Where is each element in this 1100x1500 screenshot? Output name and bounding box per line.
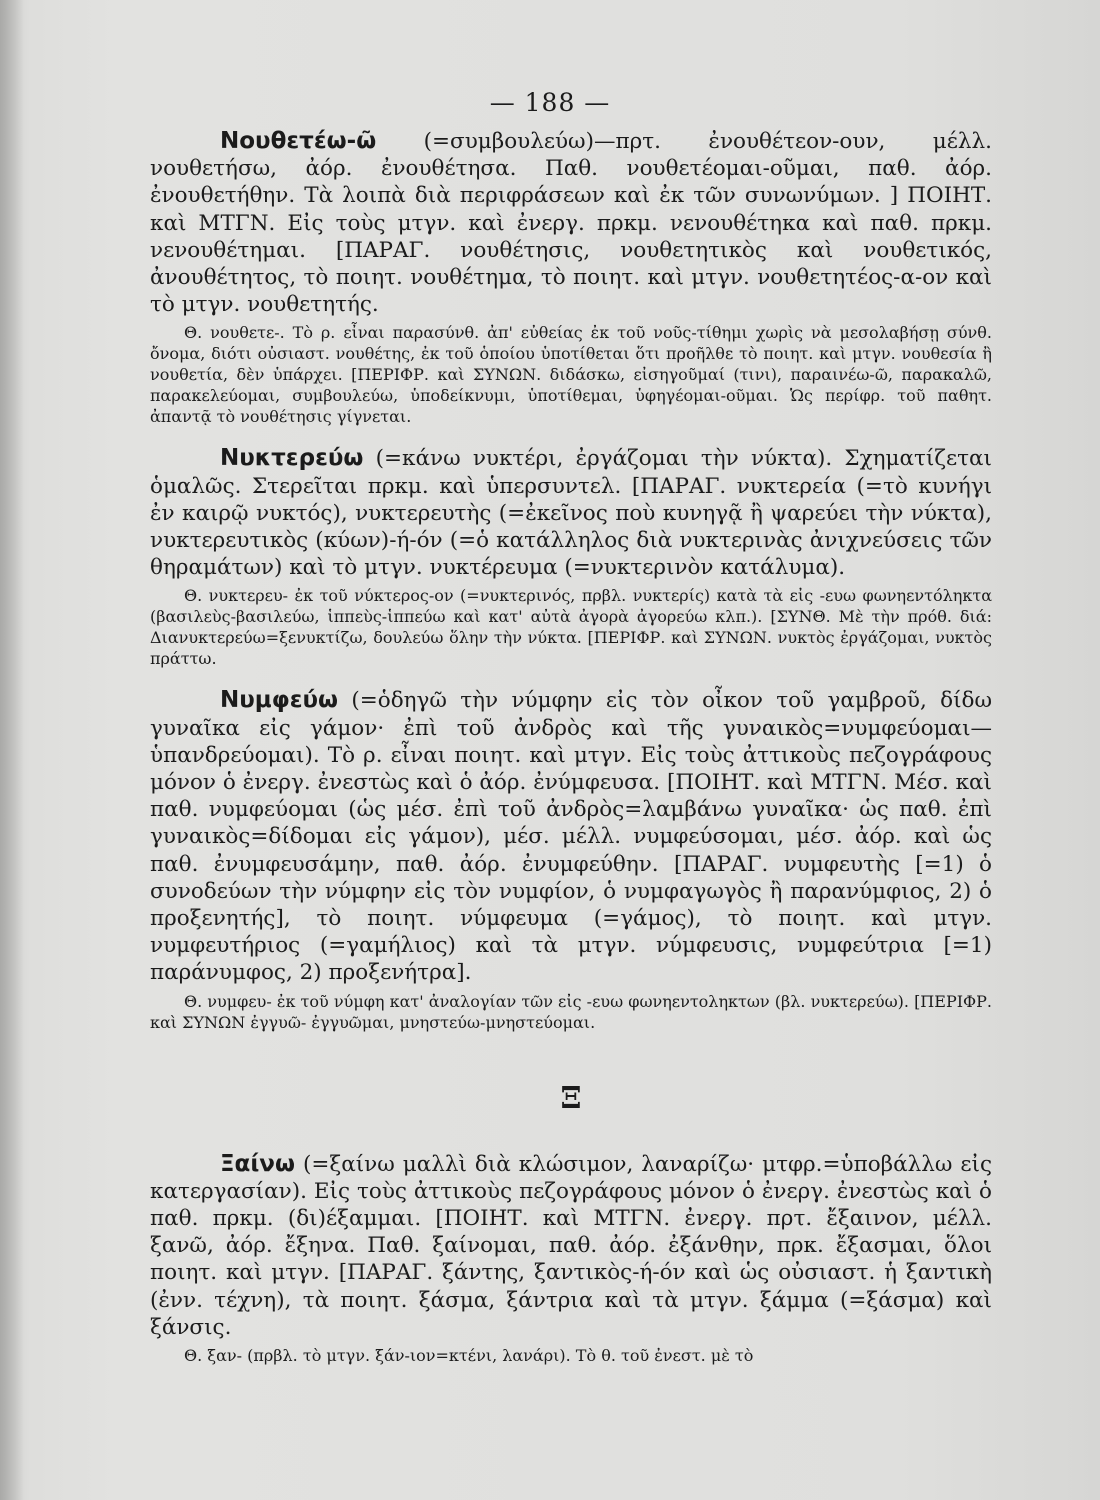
entry-body: (=ὁδηγῶ τὴν νύμφην εἰς τὸν οἶκον τοῦ γαμβροῦ, δίδω γυναῖκα εἰς γάμον· ἐπὶ τοῦ ἀνδρὸς καὶ τῆς γυναικὸς=νυμφεύομαι—ὑπανδρεύομαι). Τὸ ρ. εἶναι ποιητ. καὶ μτγν. Εἰς τοὺς ἀττικοὺς πεζογράφους μόνον ὁ ἐνεργ. ἐνεστὼς καὶ ὁ ἀόρ. ἐνύμφευσα. [ΠΟΙΗΤ. καὶ ΜΤΓΝ. Μέσ. καὶ παθ. νυμφεύομαι (ὡς μέσ. ἐπὶ τοῦ ἀνδρὸς=λαμβάνω γυναῖκα· ὡς παθ. ἐπὶ γυναικὸς=δίδομαι εἰς γάμον), μέσ. μέλλ. νυμφεύσομαι, μέσ. ἀόρ. καὶ ὡς παθ. ἐνυμφευσάμην, παθ. ἀόρ. ἐνυμφεύθην. [ΠΑΡΑΓ. νυμφευτὴς [=1) ὁ συνοδεύων τὴν νύμφην εἰς τὸν νυμφίον, ὁ νυμφαγωγὸς ἢ παρανύμφιος, 2) ὁ προξενητής], τὸ ποιητ. νύμφευμα (=γάμος), τὸ ποιητ. καὶ μτγν. νυμφευτήριος (=γαμήλιος) καὶ τὰ μτγν. νύμφευσις, νυμφεύτρια [=1) παράνυμφος, 2) προξενήτρα]. — [150, 688, 992, 986]
headword: Ξαίνω — [220, 1150, 295, 1177]
headword: Νουθετέω-ῶ — [220, 128, 377, 154]
headword: Νυκτερεύω — [220, 445, 364, 472]
section-letter-block — [150, 1041, 992, 1151]
entry-xaino — [150, 1151, 992, 1341]
etymology-note: Θ. νυμφευ- ἐκ τοῦ νύμφη κατ' ἀναλογίαν τῶν εἰς -ευω φωνηεντοληκτων (βλ. νυκτερεύω). [ΠΕΡΙΦΡ. καὶ ΣΥΝΩΝ ἐγγυῶ- ἐγγυῶμαι, μνηστεύω-μνηστεύομαι. — [150, 991, 992, 1032]
entry-body: (=συμβουλεύω)—πρτ. ἐνουθέτεον-ουν, μέλλ. νουθετήσω, ἀόρ. ἐνουθέτησα. Παθ. νουθετέομαι-οῦμαι, παθ. ἀόρ. ἐνουθετήθην. Τὰ λοιπὰ διὰ περιφράσεων καὶ ἐκ τῶν συνωνύμων. ] ΠΟΙΗΤ. καὶ ΜΤΓΝ. Εἰς τοὺς μτγν. καὶ ἐνεργ. πρκμ. νενουθέτηκα καὶ παθ. πρκμ. νενουθέτημαι. [ΠΑΡΑΓ. νουθέτησις, νουθετητικὸς καὶ νουθετικός, ἀνουθέτητος, τὸ ποιητ. νουθέτημα, τὸ ποιητ. καὶ μτγν. νουθετητέος-α-ον καὶ τὸ μτγν. νουθετητής. — [150, 129, 992, 318]
page-number: — 188 — — [489, 88, 611, 117]
entry-noutheteo — [150, 128, 992, 318]
etymology-note: Θ. ξαν- (πρβλ. τὸ μτγν. ξάν-ιον=κτένι, λανάρι). Τὸ θ. τοῦ ἐνεστ. μὲ τὸ — [184, 1346, 754, 1366]
entry-body: (=ξαίνω μαλλὶ διὰ κλώσιμον, λαναρίζω· μτφρ.=ὑποβάλλω εἰς κατεργασίαν). Εἰς τοὺς ἀττικοὺς πεζογράφους μόνον ὁ ἐνεργ. ἐνεστὼς καὶ ὁ παθ. πρκμ. (δι)έξαμμαι. [ΠΟΙΗΤ. καὶ ΜΤΓΝ. ἐνεργ. πρτ. ἔξαινον, μέλλ. ξανῶ, ἀόρ. ἔξηνα. Παθ. ξαίνομαι, παθ. ἀόρ. ἐξάνθην, πρκ. ἔξασμαι, ὅλοι ποιητ. καὶ μτγν. [ΠΑΡΑΓ. ξάντης, ξαντικὸς-ή-όν καὶ ὡς οὐσιαστ. ἡ ξαντικὴ (ἐνν. τέχνη), τὰ ποιητ. ξάσμα, ξάντρια καὶ τὰ μτγν. ξάμμα (=ξάσμα) καὶ ξάνσις. — [150, 1151, 992, 1340]
entry-nymfevo — [150, 687, 992, 986]
entry-body: (=κάνω νυκτέρι, ἐργάζομαι τὴν νύκτα). Σχηματίζεται ὁμαλῶς. Στερεῖται πρκμ. καὶ ὑπερσυντελ. [ΠΑΡΑΓ. νυκτερεία (=τὸ κυνήγι ἐν καιρῷ νυκτός), νυκτερευτὴς (=ἐκεῖνος ποὺ κυνηγᾷ ἢ ψαρεύει τὴν νύκτα), νυκτερευτικὸς (κύων)-ή-όν (=ὁ κατάλληλος διὰ νυκτερινὰς ἀνιχνεύσεις τῶν θηραμάτων) καὶ τὸ μτγν. νυκτέρευμα (=νυκτερινὸν κατάλυμα). — [150, 446, 992, 581]
etymology-note: Θ. νουθετε-. Τὸ ρ. εἶναι παρασύνθ. ἀπ' εὐθείας ἐκ τοῦ νοῦς-τίθημι χωρὶς νὰ μεσολαβήσῃ σύνθ. ὄνομα, διότι οὐσιαστ. νουθέτης, ἐκ τοῦ ὁποίου ὑποτίθεται ὅτι προῆλθε τὸ ποιητ. καὶ μτγν. νουθεσία ἢ νουθετία, δὲν ὑπάρχει. [ΠΕΡΙΦΡ. καὶ ΣΥΝΩΝ. διδάσκω, εἰσηγοῦμαί (τινι), παραινέω-ῶ, παρακαλῶ, παρακελεύομαι, συμβουλεύω, ὑποδείκνυμι, ὑποτίθεμαι, ὑφηγέομαι-οῦμαι. Ὡς περίφρ. τοῦ παθητ. ἀπαντᾷ τὸ νουθέτησις γίγνεται. — [150, 323, 992, 427]
etymology-note: Θ. νυκτερευ- ἐκ τοῦ νύκτερος-ον (=νυκτερινός, πρβλ. νυκτερίς) κατὰ τὰ εἰς -ευω φωνηεντόληκτα (βασιλεὺς-βασιλεύω, ἱππεὺς-ἱππεύω καὶ κατ' αὐτὰ ἀγορὰ ἀγορεύω κλπ.). [ΣΥΝΘ. Μὲ τὴν πρόθ. διά: Διανυκτερεύω=ξενυκτίζω, δουλεύω ὅλην τὴν νύκτα. [ΠΕΡΙΦΡ. καὶ ΣΥΝΩΝ. νυκτὸς ἐργάζομαι, νυκτὸς πράττω. — [150, 586, 992, 669]
entry-nykterevo — [150, 445, 992, 581]
section-letter: Ξ — [560, 1080, 582, 1116]
binding-shadow — [0, 0, 24, 1500]
headword: Νυμφεύω — [220, 687, 339, 714]
page-content — [150, 128, 992, 1374]
